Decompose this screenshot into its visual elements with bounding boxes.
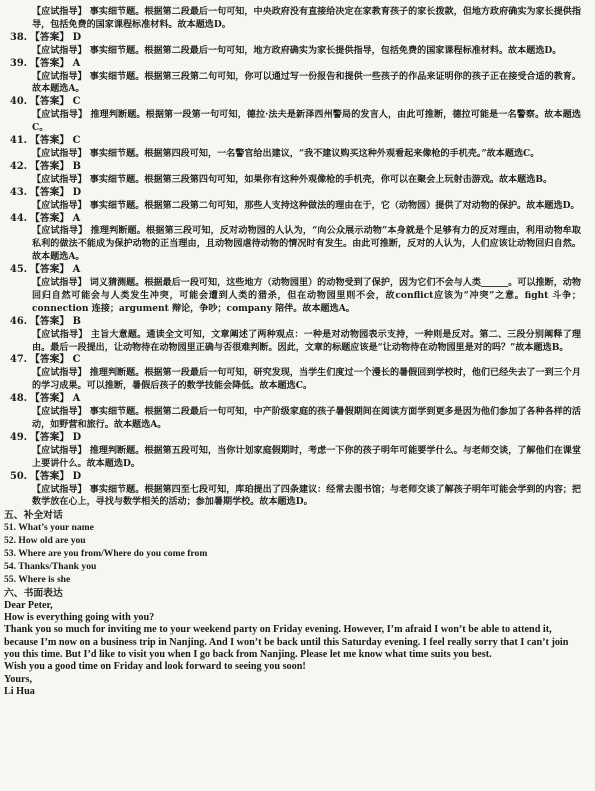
answer-label: 【答案】 C [30, 135, 81, 147]
answer-row: 40. 【答案】 C [10, 96, 81, 108]
answer-row: 48. 【答案】 A [10, 393, 81, 405]
letter-paragraph: Thank you so much for inviting me to your weekend party on Friday evening. However, I’m afraid I won’t be able to attend it, because I’m now on a business trip in Nanjing. And I won’t be back until this Saturday evening. I feel really sorry that I can’t join you this time. But I’d like to visit you when I go back from Nanjing. Please let me know what time suits you best. [4, 624, 569, 661]
dialogue-answer-line: 52. How old are you [4, 535, 86, 547]
answer-label: 【答案】 A [30, 212, 81, 224]
answer-row: 39. 【答案】 A [10, 57, 81, 69]
explanation-text: 【应试指导】 推理判断题。根据第三段可知，反对动物园的人认为，“向公众展示动物”本身就是个足够有力的反对理由，利用动物牟取私利的做法不能成为保护动物的正当理由，且动物园虐待动物的情况时有发生。由此可推断，反对的人认为，人们应该让动物回归自然。故本题选A。 [32, 225, 581, 263]
answer-row: 50. 【答案】 D [10, 470, 82, 482]
dialogue-answer-line: 51. What’s your name [4, 522, 94, 534]
answer-label: 【答案】 D [30, 470, 82, 482]
explanation-text: 【应试指导】 事实细节题。根据第三段第四句可知，如果你有这种外观像枪的手机壳，你可以在聚会上玩射击游戏。故本题选B。 [32, 173, 553, 185]
letter-greeting: Dear Peter, [4, 599, 53, 611]
letter-paragraph: How is everything going with you? [4, 612, 155, 624]
answer-label: 【答案】 A [30, 264, 81, 276]
answer-label: 【答案】 D [30, 186, 82, 198]
section-title-dialogue: 五、补全对话 [4, 510, 63, 522]
explanation-text: 【应试指导】 推理判断题。根据第五段可知，当你计划家庭假期时，考虑一下你的孩子明年可能要学什么。与老师交谈，了解他们在课堂上要讲什么。故本题选D。 [32, 444, 581, 469]
explanation-text: 【应试指导】 推理判断题。根据第一段最后一句可知，研究发现，当学生们度过一个漫长的暑假回到学校时，他们已经失去了一到三个月的学习成果。可以推断，暑假后孩子的数学技能会降低。故本题选C。 [32, 367, 581, 392]
explanation-text: 【应试指导】 推理判断题。根据第一段第一句可知，德拉·法夫是新泽西州警局的发言人，由此可推断，德拉可能是一名警察。故本题选C。 [32, 109, 581, 134]
answer-row: 43. 【答案】 D [10, 186, 82, 198]
answer-row: 47. 【答案】 C [10, 354, 81, 366]
explanation-text: 【应试指导】 事实细节题。根据第二段最后一句可知，地方政府确实为家长提供指导，包括免费的国家课程标准材料。故本题选D。 [32, 44, 562, 56]
answer-row: 44. 【答案】 A [10, 212, 81, 224]
sample-letter [4, 600, 581, 698]
answer-label: 【答案】 B [30, 160, 81, 172]
dialogue-answer-line: 54. Thanks/Thank you [4, 561, 97, 573]
answer-label: 【答案】 D [30, 431, 82, 443]
explanation-text: 【应试指导】 事实细节题。根据第二段最后一句可知，中央政府没有直接给决定在家教育孩子的家长拨款，但地方政府确实为家长提供指导，包括免费的国家课程标准材料。故本题选D。 [32, 6, 581, 30]
explanation-text: 【应试指导】 事实细节题。根据第四段可知，一名警官给出建议，“我不建议购买这种外观看起来像枪的手机壳。”故本题选C。 [32, 147, 540, 159]
letter-paragraph: Yours, [4, 673, 33, 685]
dialogue-answers [4, 522, 581, 587]
letter-paragraph: Wish you a good time on Friday and look forward to seeing you soon! [4, 661, 306, 673]
explanation-text: 【应试指导】 词义猜测题。根据最后一段可知，这些地方（动物园里）的动物受到了保护，因为它们不会与人类______。可以推断，动物回归自然可能会与人类发生冲突，可能会遭到人类的猎杀，但在动物园里则不会，故conflict应该为“冲突”之意。fight 斗争；connection 连接；argument 辩论，争吵；company 陪伴。故本题选A。 [32, 277, 581, 314]
answer-row: 38. 【答案】 D [10, 31, 82, 43]
answer-label: 【答案】 C [30, 96, 81, 108]
explanation-text: 【应试指导】 事实细节题。根据第二段第二句可知，那些人支持这种做法的理由在于，它（动物园）提供了对动物的保护。故本题选D。 [32, 199, 580, 211]
answer-row: 49. 【答案】 D [10, 431, 82, 443]
answer-row: 42. 【答案】 B [10, 160, 81, 172]
answer-label: 【答案】 C [30, 354, 81, 366]
explanation-text: 【应试指导】 主旨大意题。通读全文可知，文章阐述了两种观点：一种是对动物园表示支持，一种则是反对。第二、三段分别阐释了理由。最后一段提出，让动物待在动物园里正确与否很难判断。因此，文章的标题应该是“让动物待在动物园里是对的吗？”故本题选B。 [32, 328, 581, 353]
answer-row: 41. 【答案】 C [10, 135, 81, 147]
explanation-text: 【应试指导】 事实细节题。根据第四至七段可知，库珀提出了四条建议：经常去图书馆；与老师交谈了解孩子明年可能会学到的内容；把数学放在心上，寻找与数学相关的活动；参加暑期学校。故本题选D。 [32, 483, 581, 508]
answer-label: 【答案】 D [30, 31, 82, 43]
answer-row: 45. 【答案】 A [10, 264, 81, 276]
answer-label: 【答案】 A [30, 57, 81, 69]
answer-list [10, 6, 581, 509]
dialogue-answer-line: 53. Where are you from/Where do you come from [4, 548, 208, 560]
answer-label: 【答案】 B [30, 315, 81, 327]
letter-signature: Li Hua [4, 685, 35, 697]
answer-row: 46. 【答案】 B [10, 315, 81, 327]
section-title-writing: 六、书面表达 [4, 587, 63, 599]
explanation-text: 【应试指导】 事实细节题。根据第三段第二句可知，你可以通过写一份报告和提供一些孩子的作品来证明你的孩子正在接受合适的教育。故本题选A。 [32, 70, 581, 95]
answer-label: 【答案】 A [30, 393, 81, 405]
dialogue-answer-line: 55. Where is she [4, 573, 71, 585]
explanation-text: 【应试指导】 事实细节题。根据第二段最后一句可知，中产阶级家庭的孩子暑假期间在阅读方面学到更多是因为他们参加了各种各样的活动，如野营和旅行。故本题选A。 [32, 406, 581, 430]
